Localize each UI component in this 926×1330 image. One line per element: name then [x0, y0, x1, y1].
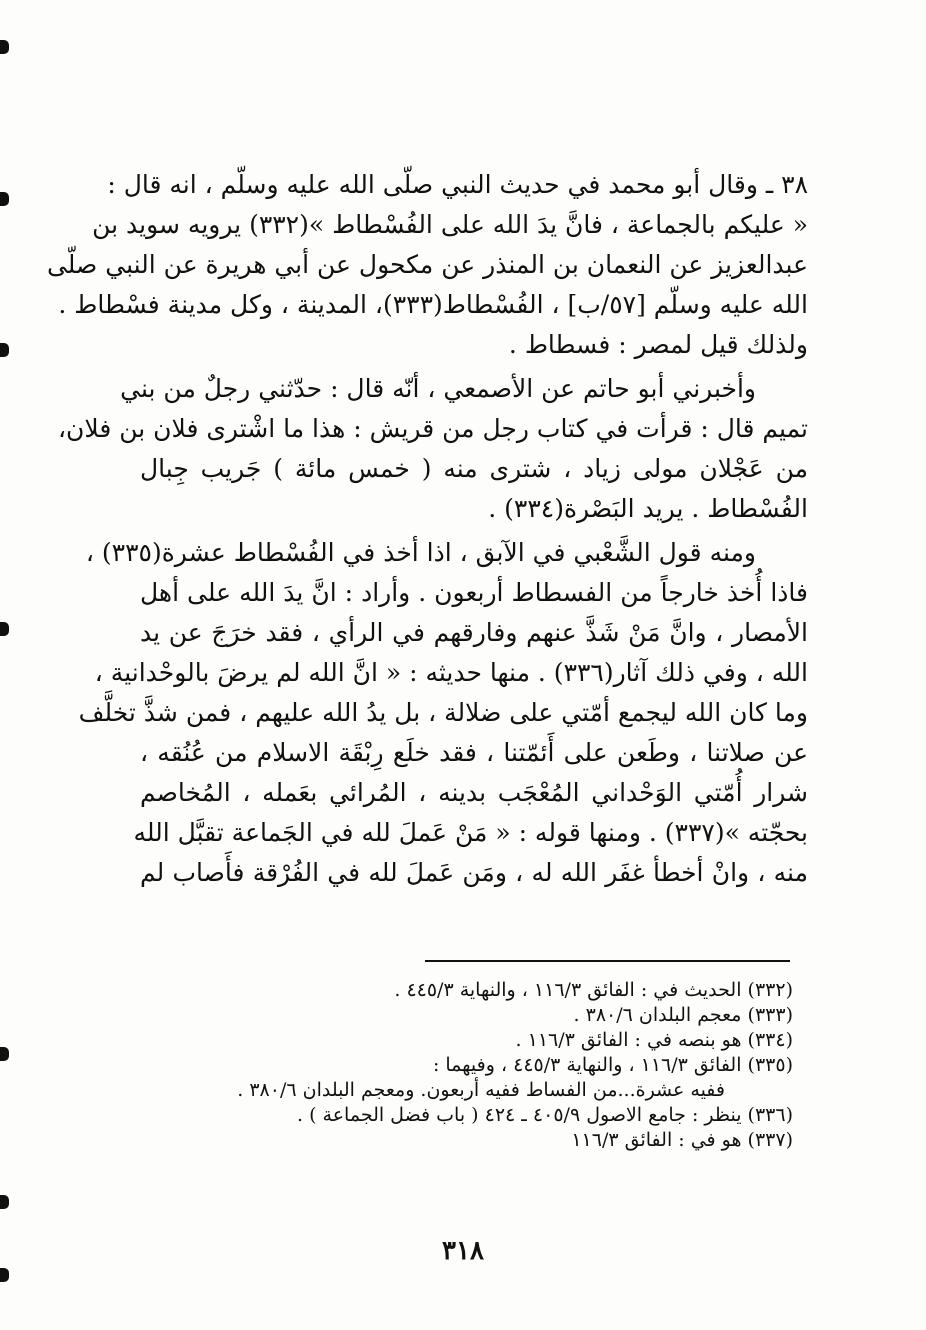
- footnote: (٣٣٤) هو بنصه في : الفائق ١١٦/٣ .: [515, 1029, 793, 1051]
- text-line: عن صلاتنا ، وطَعن على أَئمّتنا ، فقد خلَع رِبْقَة الاسلام من عُنُقه ،: [140, 738, 808, 767]
- footnote: (٣٣٧) هو في : الفائق ١١٦/٣: [571, 1129, 793, 1151]
- text-line: ٣٨ ـ وقال أبو محمد في حديث النبي صلّى الله عليه وسلّم ، انه قال :: [107, 170, 808, 199]
- footnote-continuation: ففيه عشرة...من الفساط ففيه أربعون. ومعجم البلدان ٣٨٠/٦ .: [237, 1079, 725, 1101]
- scan-edge-mark: [0, 622, 9, 636]
- text-line: الأمصار ، وانَّ مَنْ شَذَّ عنهم وفارقهم في الرأي ، فقد خرَجَ عن يد: [140, 618, 808, 647]
- text-line: تميم قال : قرأت في كتاب رجل من قريش : هذا ما اشْترى فلان بن فلان،: [57, 414, 808, 443]
- scan-edge-mark: [0, 1195, 9, 1209]
- scan-edge-mark: [0, 1268, 9, 1282]
- footnote: (٣٣٢) الحديث في : الفائق ١١٦/٣ ، والنهاية ٤٤٥/٣ .: [394, 979, 793, 1001]
- text-line: شرار أُمّتي الوَحْداني المُعْجَب بدينه ، المُرائي بعَمله ، المُخاصم: [140, 778, 808, 807]
- scan-edge-mark: [0, 343, 9, 357]
- main-text: [46, 165, 808, 893]
- text-line: فاذا أُخذ خارجاً من الفسطاط أربعون . وأراد : انَّ يدَ الله على أهل: [140, 578, 808, 607]
- footnote: (٣٣٥) الفائق ١١٦/٣ ، والنهاية ٤٤٥/٣ ، وفيهما :: [432, 1054, 793, 1076]
- scan-edge-mark: [0, 192, 9, 206]
- page-number: ٣١٨: [442, 1236, 484, 1266]
- text-line: من عَجْلان مولى زياد ، شترى منه ( خمس مائة ) جَريب جِبال: [140, 454, 808, 483]
- text-line: عبدالعزيز عن النعمان بن المنذر عن مكحول عن أبي هريرة عن النبي صلّى: [46, 250, 808, 279]
- scan-edge-mark: [0, 1047, 9, 1061]
- footnote-divider: [425, 960, 790, 962]
- text-line: منه ، وانْ أخطأ غفَر الله له ، ومَن عَملَ لله في الفُرْقة فأَصاب لم: [140, 858, 808, 887]
- text-line: الله ، وفي ذلك آثار(٣٣٦) . منها حديثه : « انَّ الله لم يرضَ بالوحْدانية ،: [94, 658, 808, 687]
- text-line: ومنه قول الشَّعْبي في الآبق ، اذا أخذ في الفُسْطاط عشرة(٣٣٥) ،: [85, 538, 756, 567]
- text-line: الله عليه وسلّم [٥٧/ب] ، الفُسْطاط(٣٣٣)، المدينة ، وكل مدينة فسْطاط .: [58, 290, 808, 319]
- footnote: (٣٣٦) ينظر : جامع الاصول ٤٠٥/٩ ـ ٤٢٤ ( باب فضل الجماعة ) .: [296, 1104, 793, 1126]
- text-line: وما كان الله ليجمع أمّتي على ضلالة ، بل يدُ الله عليهم ، فمن شذَّ تخلَّف: [78, 698, 808, 727]
- scan-edge-mark: [0, 40, 9, 54]
- text-line: الفُسْطاط . يريد البَصْرة(٣٣٤) .: [488, 494, 808, 523]
- text-line: بحجّته »(٣٣٧) . ومنها قوله : « مَنْ عَملَ لله في الجَماعة تقبَّل الله: [133, 818, 808, 847]
- footnotes: [145, 978, 793, 1153]
- text-line: وأخبرني أبو حاتم عن الأصمعي ، أنّه قال : حدّثني رجلٌ من بني: [120, 374, 756, 403]
- footnote: (٣٣٣) معجم البلدان ٣٨٠/٦ .: [573, 1004, 793, 1026]
- text-line: « عليكم بالجماعة ، فانَّ يدَ الله على الفُسْطاط »(٣٣٢) يرويه سويد بن: [92, 210, 808, 239]
- text-line: ولذلك قيل لمصر : فسطاط .: [508, 330, 808, 359]
